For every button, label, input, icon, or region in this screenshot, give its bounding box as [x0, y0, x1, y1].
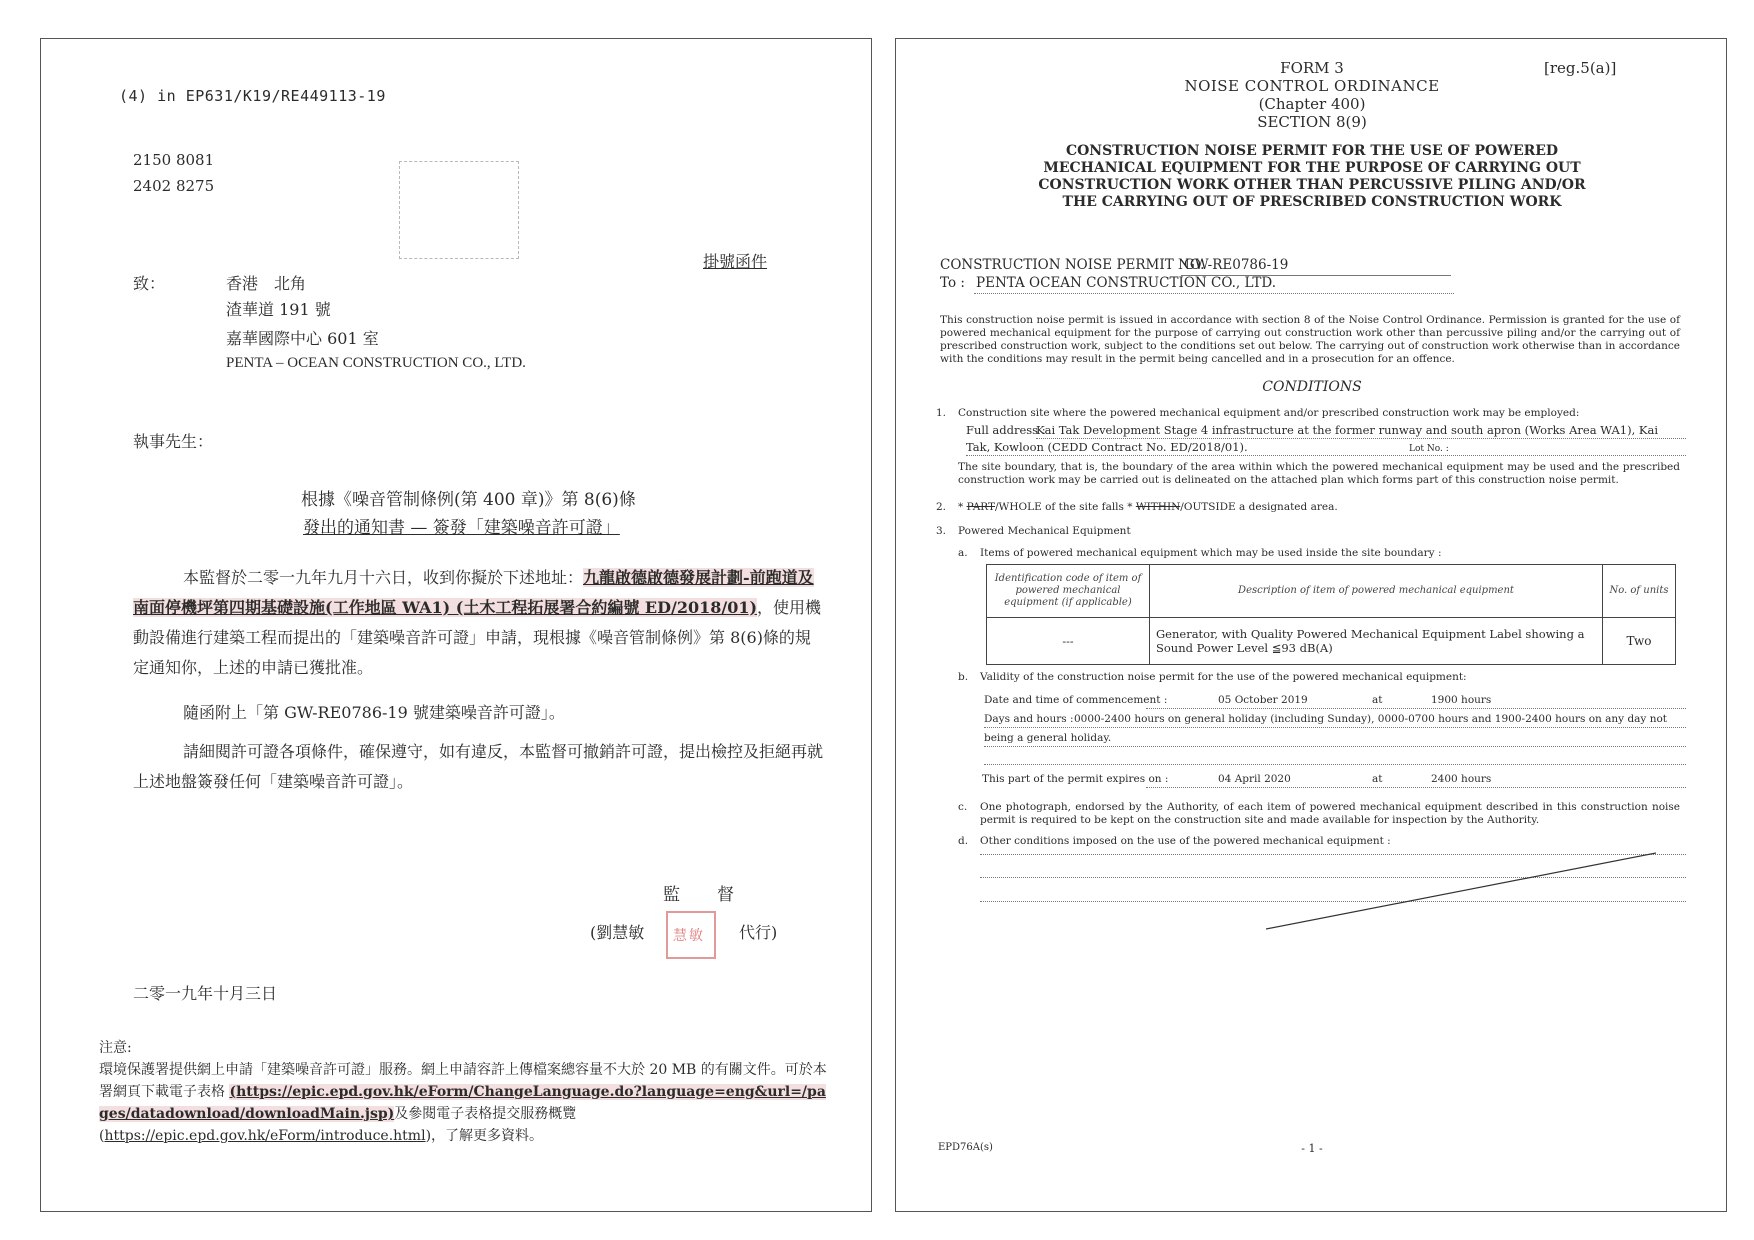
struck-option: WITHIN	[1135, 501, 1181, 513]
table-header: Description of item of powered mechanical equipment	[1150, 565, 1603, 618]
page-number: - 1 -	[1301, 1142, 1323, 1155]
equipment-table	[986, 564, 1676, 665]
eform-download-link[interactable]: (https://epic.epd.gov.hk/eForm/ChangeLanguage.do?language=eng&url=/pages/datadownload/downloadMain.jsp)	[99, 1084, 826, 1122]
subject-line: 根據《噪音管制條例(第 400 章)》第 8(6)條	[301, 490, 636, 510]
condition-text: Construction site where the powered mechanical equipment and/or prescribed construction work may be employed:	[958, 407, 1580, 419]
condition-number: 3.	[936, 525, 947, 537]
equipment-description: Generator, with Quality Powered Mechanical Equipment Label showing a Sound Power Level ≦93 dB(A)	[1150, 618, 1603, 665]
table-header: No. of units	[1603, 565, 1676, 618]
condition-number: 2.	[936, 501, 947, 513]
cover-letter-page	[40, 38, 872, 1212]
address-line: 嘉華國際中心 601 室	[226, 329, 379, 348]
note-label: 注意:	[99, 1040, 132, 1056]
void-strike-line	[1266, 851, 1656, 931]
other-conditions-text: Other conditions imposed on the use of the powered mechanical equipment :	[980, 835, 1391, 847]
permit-heading-line: CONSTRUCTION NOISE PERMIT FOR THE USE OF POWERED	[1065, 143, 1559, 159]
permit-intro: This construction noise permit is issued in accordance with section 8 of the Noise Control Ordinance. Permission is granted for the use of powered mechanical equipment for the purpose of carrying out construction work other than percussive piling and/or the carrying out of prescribed construction work, subject to the conditions set out below. The carrying out of construction work otherwise than in accordance with the conditions may result in the permit being cancelled and in a prosecution for an offence.	[940, 314, 1680, 365]
address-underline	[1036, 438, 1686, 439]
telephone-number: 2150 8081	[133, 151, 215, 169]
permit-heading-line: MECHANICAL EQUIPMENT FOR THE PURPOSE OF CARRYING OUT	[1043, 160, 1581, 176]
permit-heading-line: CONSTRUCTION WORK OTHER THAN PERCUSSIVE PILING AND/OR	[1038, 177, 1586, 193]
seal-text: 慧敏	[673, 928, 705, 944]
reference-number: (4) in EP631/K19/RE449113-19	[119, 87, 386, 105]
letter-paragraph: 隨函附上「第 GW-RE0786-19 號建築噪音許可證」。	[183, 703, 565, 722]
designated-area-text	[958, 501, 1338, 513]
option-text: /OUTSIDE a designated area.	[1180, 501, 1338, 513]
subcondition-label: d.	[958, 835, 969, 847]
days-underline	[984, 727, 1686, 728]
subcondition-text: Items of powered mechanical equipment which may be used inside the site boundary :	[980, 547, 1442, 559]
days-hours-text: being a general holiday.	[984, 732, 1112, 744]
fax-number: 2402 8275	[133, 177, 215, 195]
chapter-label: (Chapter 400)	[1258, 95, 1366, 113]
address-line: 香港 北角	[226, 274, 307, 293]
section-label: SECTION 8(9)	[1257, 113, 1367, 131]
full-address-line: Tak, Kowloon (CEDD Contract No. ED/2018/01).	[966, 440, 1248, 454]
days-hours-label: Days and hours :	[984, 713, 1074, 725]
note-text: 及參閱電子表格提交服務概覽(	[99, 1106, 577, 1144]
commencement-date: 05 October 2019	[1218, 694, 1308, 706]
expiry-label: This part of the permit expires on :	[982, 773, 1169, 785]
equipment-code: ---	[987, 618, 1150, 665]
permit-number: GW-RE0786-19	[1184, 257, 1289, 273]
permit-number-label: CONSTRUCTION NOISE PERMIT NO.	[940, 257, 1205, 273]
days-hours-text: 0000-2400 hours on general holiday (including Sunday), 0000-0700 hours and 1900-2400 hours on any day not	[1074, 713, 1667, 725]
address-line: 渣華道 191 號	[226, 300, 331, 319]
expiry-underline	[1146, 787, 1686, 788]
full-address-line: Kai Tak Development Stage 4 infrastructure at the former runway and south apron (Works Area WA1), Kai	[1036, 423, 1659, 437]
note-text: )，了解更多資料。	[425, 1128, 544, 1144]
subcondition-text: Validity of the construction noise permit for the use of the powered mechanical equipment:	[980, 671, 1467, 683]
paragraph-text: ，使用機動設備進行建築工程而提出的「建築噪音許可證」申請，現根據《噪音管制條例》第 8(6)條的規定通知你，上述的申請已獲批准。	[133, 598, 822, 677]
signatory-suffix: 代行)	[739, 923, 778, 942]
note-text: 環境保護署提供網上申請「建築噪音許可證」服務。網上申請容許上傳檔案總容量不大於 20 MB 的有關文件。可於本署網頁下載電子表格	[99, 1062, 827, 1100]
subject-line: 發出的通知書 — 簽發「建築噪音許可證」	[303, 518, 620, 538]
signatory-name: (劉慧敏	[590, 923, 645, 942]
site-address-highlight: 九龍啟德啟德發展計劃-前跑道及南面停機坪第四期基礎設施(工作地區 WA1) (土木工程拓展署合約編號 ED/2018/01)	[133, 568, 814, 617]
addressee-underline	[974, 293, 1454, 294]
subcondition-label: a.	[958, 547, 968, 559]
regulation-reference: [reg.5(a)]	[1544, 59, 1617, 77]
permit-heading-line: THE CARRYING OUT OF PRESCRIBED CONSTRUCTION WORK	[1062, 194, 1562, 210]
expiry-time: 2400 hours	[1431, 773, 1492, 785]
table-row	[987, 618, 1676, 665]
at-label: at	[1372, 773, 1383, 785]
address-underline	[966, 455, 1686, 456]
addressee: PENTA OCEAN CONSTRUCTION CO., LTD.	[976, 275, 1276, 291]
commencement-time: 1900 hours	[1431, 694, 1492, 706]
commencement-underline	[1146, 708, 1686, 709]
days-underline	[984, 764, 1686, 765]
photograph-condition: One photograph, endorsed by the Authority, of each item of powered mechanical equipment described in this construction noise permit is required to be kept on the construction site and made available for inspection by the Authority.	[980, 801, 1680, 826]
subcondition-label: b.	[958, 671, 969, 683]
commencement-label: Date and time of commencement :	[984, 694, 1168, 706]
signature-title: 監 督	[663, 885, 744, 905]
permit-form-page	[895, 38, 1727, 1212]
condition-number: 1.	[936, 407, 947, 419]
signature-seal	[666, 911, 716, 959]
table-header-row	[987, 565, 1676, 618]
form-code: EPD76A(s)	[938, 1142, 993, 1153]
form-number: FORM 3	[1280, 59, 1344, 77]
subcondition-label: c.	[958, 801, 968, 813]
expiry-date: 04 April 2020	[1218, 773, 1291, 785]
full-address-label: Full address :	[966, 423, 1046, 437]
note-block	[99, 1037, 831, 1147]
ordinance-title: NOISE CONTROL ORDINANCE	[1184, 77, 1440, 95]
faded-stamp	[399, 161, 519, 259]
table-header: Identification code of item of powered mechanical equipment (if applicable)	[987, 565, 1150, 618]
site-boundary-text: The site boundary, that is, the boundary of the area within which the powered mechanical equipment may be used and the prescribed construction work may be carried out is delineated on the attached plan which forms part of this construction noise permit.	[958, 461, 1680, 486]
to-label: To :	[940, 275, 965, 291]
salutation: 執事先生：	[133, 432, 214, 451]
letter-paragraph	[133, 563, 825, 683]
paragraph-text: 本監督於二零一九年九月十六日，收到你擬於下述地址：	[183, 568, 584, 587]
registered-post-label: 掛號函件	[703, 252, 768, 271]
days-underline	[984, 746, 1686, 747]
eform-intro-link[interactable]: https://epic.epd.gov.hk/eForm/introduce.html	[104, 1128, 426, 1144]
address-line: PENTA – OCEAN CONSTRUCTION CO., LTD.	[226, 355, 526, 371]
equipment-units: Two	[1603, 618, 1676, 665]
letter-paragraph: 請細閱許可證各項條件，確保遵守，如有違反，本監督可撤銷許可證，提出檢控及拒絕再就上述地盤簽發任何「建築噪音許可證」。	[133, 742, 824, 791]
condition-text: Powered Mechanical Equipment	[958, 525, 1131, 537]
lot-number-label: Lot No. :	[1409, 444, 1449, 454]
asterisk: *	[958, 501, 967, 513]
conditions-title: CONDITIONS	[1262, 379, 1362, 395]
option-text: /WHOLE of the site falls *	[995, 501, 1136, 513]
struck-option: PART	[966, 501, 996, 513]
to-label: 致：	[133, 274, 166, 293]
letter-date: 二零一九年十月三日	[133, 984, 278, 1003]
at-label: at	[1372, 694, 1383, 706]
